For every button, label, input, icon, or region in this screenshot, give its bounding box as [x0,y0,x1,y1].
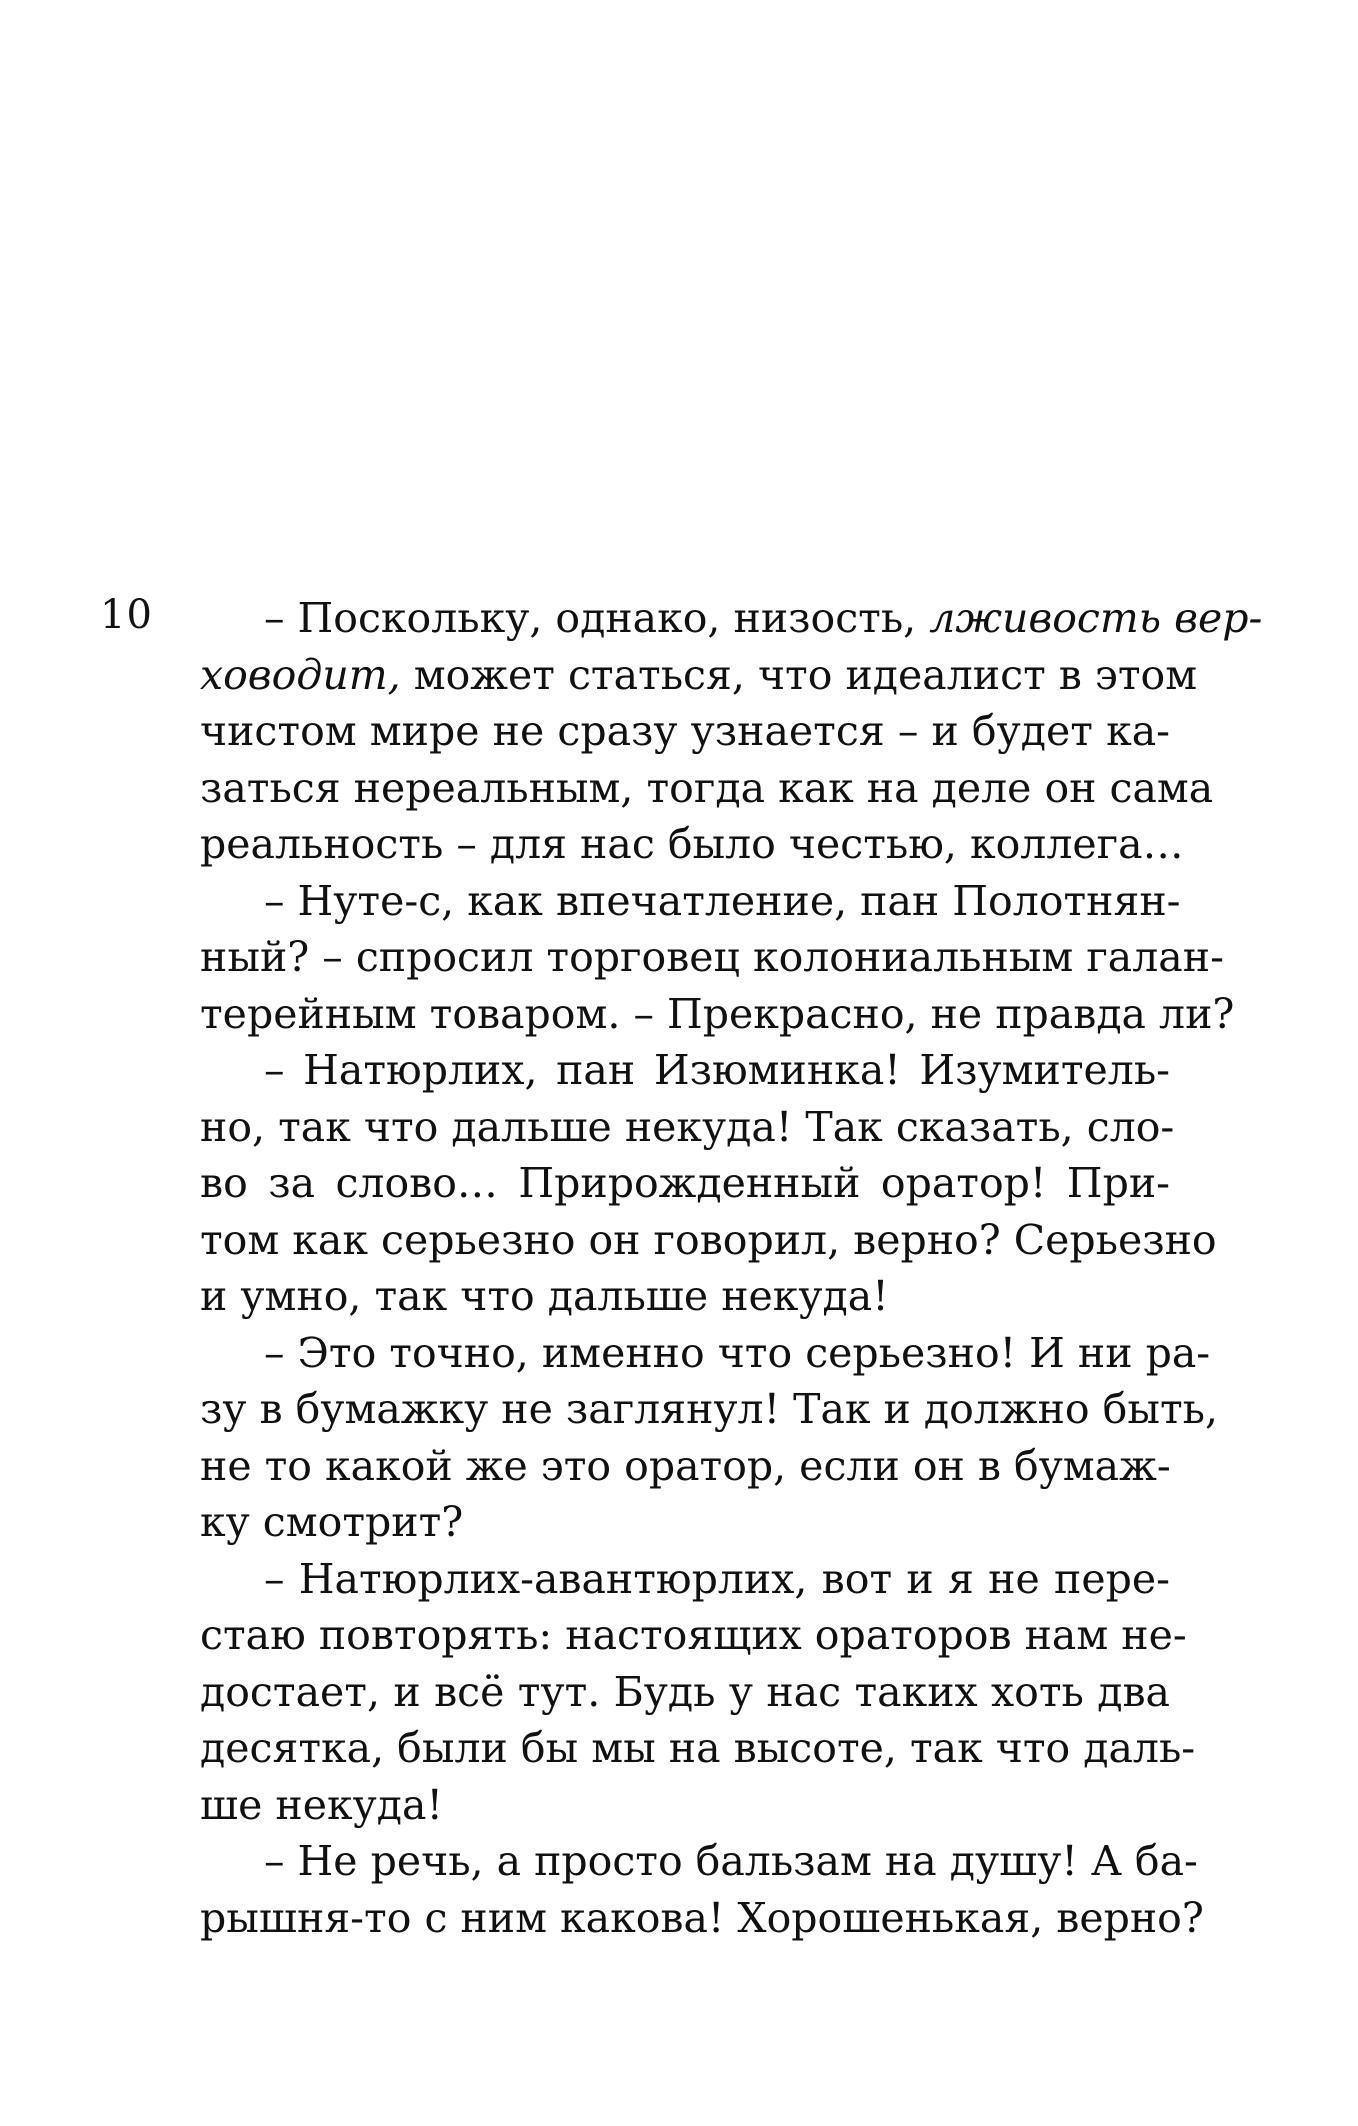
text-line [200,1494,1170,1551]
text-line [200,647,1198,704]
text-line [200,1607,1187,1664]
text-run: – Не речь, а просто бальзам на душу! А ба- [264,1837,1198,1885]
text-run: заться нереальным, тогда как на деле он сама [200,763,1214,812]
text-run: может статься, что идеалист в этом [400,650,1198,699]
text-line [200,1833,1198,1890]
text-run: – Это точно, именно что серьезно! И ни ра- [264,1328,1211,1377]
text-run: достает, и всё тут. Будь у нас таких хоть два [200,1667,1170,1716]
text-run: том как серьезно он говорил, верно? Серьезно [200,1215,1217,1264]
text-run: – Нуте-с, как впечатление, пан Полотнян- [264,876,1181,925]
text-line [200,1777,1170,1834]
text-run: реальность – для нас было честью, коллега… [200,820,1184,868]
text-line [200,986,1235,1043]
text-run: ку смотрит? [200,1498,464,1546]
text-line [200,929,1224,986]
text-line [200,1551,1170,1608]
text-run: терейным товаром. – Прекрасно, не правда ли? [200,989,1235,1038]
text-line [200,873,1181,930]
text-run: рышня-то с ним какова! Хорошенькая, верно? [200,1893,1204,1942]
text-line [200,1720,1196,1777]
text-line [200,703,1170,760]
text-run: но, так что дальше некуда! Так сказать, сло- [200,1102,1175,1151]
text-line [200,1325,1211,1382]
text-run: – Поскольку, однако, низость, [264,594,930,642]
text-run: – Натюрлих, пан Изюминка! Изумитель- [264,1046,1170,1094]
text-line [200,1890,1204,1947]
text-line [200,1155,1170,1212]
text-line [200,1438,1170,1495]
text-run: и умно, так что дальше некуда! [200,1272,889,1320]
text-run: чистом мире не сразу узнается – и будет ка- [200,707,1170,755]
body-text [200,590,1263,1946]
text-line [200,1381,1218,1438]
text-line [200,1099,1175,1156]
text-run: ный? – спросил торговец колониальным галан- [200,933,1224,981]
text-line [200,1268,1170,1325]
text-run: зу в бумажку не заглянул! Так и должно быть, [200,1385,1218,1433]
text-line [200,590,1263,647]
text-line [200,1042,1170,1099]
text-run: стаю повторять: настоящих ораторов нам не- [200,1611,1187,1659]
page-number: 10 [100,592,153,638]
text-line [200,760,1214,817]
text-run: во за слово… Прирожденный оратор! При- [200,1159,1170,1207]
italic-run: лживость вер- [929,594,1263,642]
italic-run: ховодит, [200,650,401,699]
text-run: ше некуда! [200,1780,443,1829]
text-line [200,1664,1170,1721]
text-run: десятка, были бы мы на высоте, так что даль- [200,1724,1196,1772]
text-run: не то какой же это оратор, если он в бумаж- [200,1441,1171,1490]
text-line [200,816,1184,873]
text-line [200,1212,1217,1269]
text-run: – Натюрлих-авантюрлих, вот и я не пере- [264,1554,1170,1603]
